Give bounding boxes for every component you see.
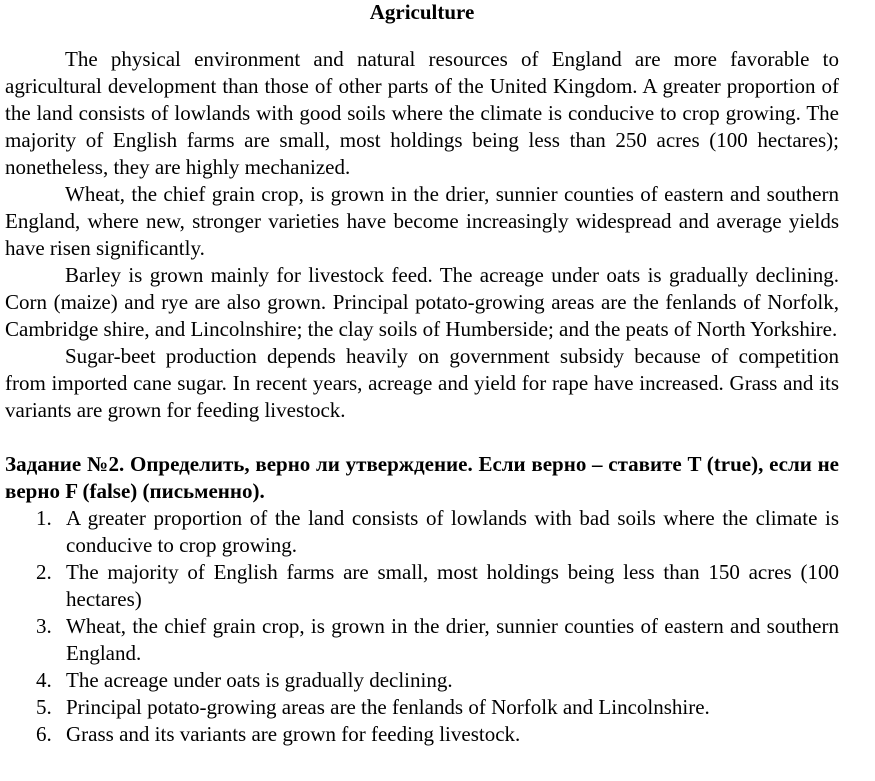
- item-number: 2.: [36, 560, 52, 584]
- paragraph: Wheat, the chief grain crop, is grown in the drier, sunnier counties of eastern and southern England, where new, stronger varieties have become increasingly widespread and average yields have risen significantly.: [5, 182, 839, 260]
- item-number: 4.: [36, 668, 52, 692]
- item-text: The majority of English farms are small, most holdings being less than 150 acres (100 hectares): [66, 560, 839, 611]
- paragraph: Sugar-beet production depends heavily on government subsidy because of competition from imported cane sugar. In recent years, acreage and yield for rape have increased. Grass and its variants are grown for feeding livestock.: [5, 344, 839, 422]
- paragraph: Barley is grown mainly for livestock feed. The acreage under oats is gradually declining. Corn (maize) and rye are also grown. Principal potato-growing areas are the fenlands of Norfolk, Cambridge shire, and Lincolnshire; the clay soils of Humberside; and the peats of North Yorkshire.: [5, 263, 839, 341]
- list-item: [5, 667, 839, 694]
- list-item: [5, 613, 839, 667]
- item-text: The acreage under oats is gradually declining.: [66, 668, 453, 692]
- item-text: Grass and its variants are grown for feeding livestock.: [66, 722, 521, 746]
- item-number: 3.: [36, 614, 52, 638]
- paragraph: The physical environment and natural resources of England are more favorable to agricultural development than those of other parts of the United Kingdom. A greater proportion of the land consists of lowlands with good soils where the climate is conducive to crop growing. The majority of English farms are small, most holdings being less than 250 acres (100 hectares); nonetheless, they are highly mechanized.: [5, 47, 839, 179]
- list-item: [5, 559, 839, 613]
- item-text: Principal potato-growing areas are the fenlands of Norfolk and Lincolnshire.: [66, 695, 710, 719]
- list-item: [5, 721, 839, 748]
- list-item: [5, 694, 839, 721]
- document-title: Agriculture: [369, 0, 475, 24]
- item-number: 1.: [36, 506, 52, 530]
- list-item: [5, 505, 839, 559]
- document-page: [5, 0, 839, 748]
- item-text: Wheat, the chief grain crop, is grown in the drier, sunnier counties of eastern and southern England.: [66, 614, 839, 665]
- item-text: A greater proportion of the land consists of lowlands with bad soils where the climate is conducive to crop growing.: [66, 506, 839, 557]
- item-number: 5.: [36, 695, 52, 719]
- task-heading: Задание №2. Определить, верно ли утверждение. Если верно – ставите T (true), если не верно F (false) (письменно).: [5, 452, 839, 503]
- item-number: 6.: [36, 722, 52, 746]
- statement-list: [5, 505, 839, 748]
